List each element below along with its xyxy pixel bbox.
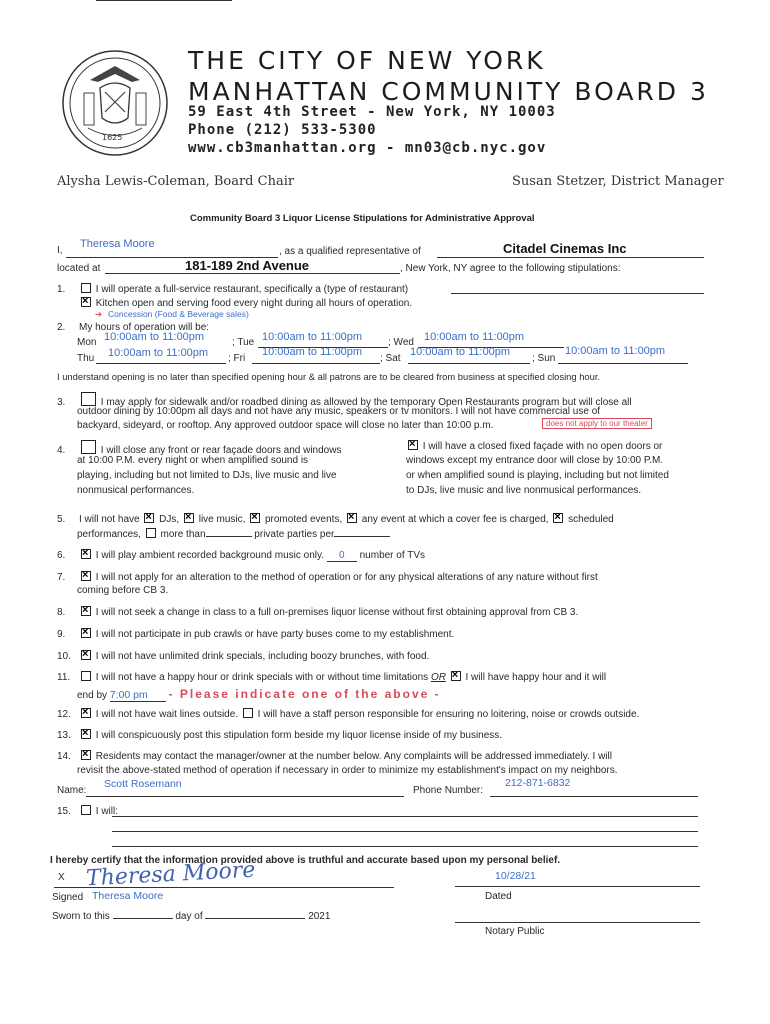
hours-thu: 10:00am to 11:00pm [108,347,209,359]
indicate-warning: - Please indicate one of the above - [168,687,441,701]
item-4b: × I will have a closed fixed façade with no open doors or [406,440,662,452]
item-7-line2: coming before CB 3. [77,585,169,596]
hours-fri-label: ; Fri [228,353,246,364]
business-name: Citadel Cinemas Inc [503,241,627,256]
document-title: Community Board 3 Liquor License Stipulations for Administrative Approval [190,213,535,224]
happy-hour-end-time: 7:00 pm [109,689,148,701]
item-2: 2. My hours of operation will be: [57,322,210,333]
checkbox-item-11-no-happy-hour[interactable] [81,671,91,681]
contact-name-label: Name: [57,785,87,796]
hours-wed: 10:00am to 11:00pm [424,331,525,343]
contact-phone-label: Phone Number: [413,785,484,796]
item-11: 11. I will not have a happy hour or drink specials with or without time limitations OR × I will have happy hour and it will [57,671,606,683]
contact-phone: 212-871-6832 [505,777,571,789]
checkbox-item-15[interactable] [81,805,91,815]
hours-tue-label: ; Tue [232,337,255,348]
checkbox-item-4b[interactable] [408,440,418,450]
checkbox-item-4a[interactable] [81,440,96,454]
item-4a-line2: at 10:00 P.M. every night or when amplified sound is [77,455,309,466]
certification-statement: I hereby certify that the information provided above is truthful and accurate based upon my personal belief. [50,855,561,866]
item-8: 8.× I will not seek a change in class to a full on-premises liquor license without first obtaining approval from CB 3. [57,606,578,618]
hours-sun-label: ; Sun [532,353,556,364]
checkbox-item-10[interactable] [81,650,91,660]
hours-mon: 10:00am to 11:00pm [104,331,205,343]
item-10: 10.× I will not have unlimited drink specials, including boozy brunches, with food. [57,650,429,662]
located-label: located at [57,263,101,274]
item-3: 3. I may apply for sidewalk and/or roadbed dining as allowed by the temporary Open Restaurants program but will close all [57,392,632,408]
signed-label: Signed [52,892,84,903]
checkbox-item-1-sub[interactable] [81,297,91,307]
item-13: 13.× I will conspicuously post this stipulation form beside my liquor license inside of my business. [57,729,502,741]
item-4a: 4. I will close any front or rear façade doors and windows [57,440,341,456]
notary-public-label: Notary Public [485,926,545,937]
understand-statement: I understand opening is no later than specified opening hour & all patrons are to be cleared from business at specified closing hour. [57,371,601,382]
checkbox-item-3[interactable] [81,392,96,406]
item-14-line2: revisit the above-stated method of operation if necessary in order to minimize my establishment's impact on my neighbors. [77,765,618,776]
business-address: 181-189 2nd Avenue [185,258,310,273]
checkbox-item-12-staff[interactable] [243,708,253,718]
hours-thu-label: Thu [77,353,95,364]
header-address: 59 East 4th Street - New York, NY 10003 [188,104,556,120]
district-manager: Susan Stetzer, District Manager [512,174,724,189]
hours-sat: 10:00am to 11:00pm [410,346,511,358]
hours-sun: 10:00am to 11:00pm [565,345,666,357]
checkbox-scheduled[interactable] [553,513,563,523]
hours-fri: 10:00am to 11:00pm [262,346,363,358]
item-11-line2: end by 7:00 pm - Please indicate one of the above - [77,687,441,701]
city-seal-logo [60,48,170,158]
handwritten-signature: Theresa Moore [85,857,256,892]
signer-name: Theresa Moore [92,890,164,902]
hours-wed-label: ; Wed [388,337,414,348]
item-4a-line3: playing, including but not limited to DJs, live music and live [77,470,337,481]
signature-x-mark: X [58,872,65,883]
contact-name: Scott Rosemann [104,778,182,790]
checkbox-item-12-no-lines[interactable] [81,708,91,718]
item-5-line2: performances, more than private parties per [77,528,390,540]
header-web: www.cb3manhattan.org - mn03@cb.nyc.gov [188,140,547,156]
arrow-icon: ➔ [95,309,103,319]
item-3-line2: outdoor dining by 10:00pm all days and not have any music, speakers or tv monitors. I will not have commercial use of [77,406,601,417]
item-3-line3: backyard, sideyard, or rooftop. Any approved outdoor space will close no later than 10:00 p.m. [77,420,494,431]
item-3-note: does not apply to our theater [542,418,652,429]
item-1: 1. I will operate a full-service restaurant, specifically a (type of restaurant) [57,284,409,295]
item-4b-line2: windows except my entrance door will close by 10:00 P.M. [406,455,664,466]
checkbox-item-1[interactable] [81,283,91,293]
hours-mon-label: Mon [77,337,97,348]
item-4b-line3: or when amplified sound is playing, including but not limited [406,470,669,481]
item-5: 5. I will not have × DJs, × live music, × promoted events, × any event at which a cover fee is charged, × scheduled [57,513,614,525]
intro-i-label: I, [57,245,63,256]
header-phone: Phone (212) 533-5300 [188,122,377,138]
checkbox-djs[interactable] [144,513,154,523]
intro-as-rep: , as a qualified representative of [279,246,421,257]
checkbox-live-music[interactable] [184,513,194,523]
item-1-sub: × Kitchen open and serving food every night during all hours of operation. [79,297,412,309]
item-4a-line4: nonmusical performances. [77,485,195,496]
item-6: 6.× I will play ambient recorded background music only. 0 number of TVs [57,549,425,562]
item-7: 7.× I will not apply for an alteration to the method of operation or for any physical alterations of any nature without first [57,571,598,583]
signature-date: 10/28/21 [495,870,536,882]
checkbox-item-13[interactable] [81,729,91,739]
intro-agree: , New York, NY agree to the following stipulations: [400,263,621,274]
representative-name: Theresa Moore [80,238,155,250]
checkbox-item-14[interactable] [81,750,91,760]
item-15: 15. I will: [57,806,119,817]
checkbox-item-6[interactable] [81,549,91,559]
header-title-line2: MANHATTAN COMMUNITY BOARD 3 [188,77,709,106]
checkbox-item-9[interactable] [81,628,91,638]
checkbox-item-11-happy-hour[interactable] [451,671,461,681]
checkbox-private-parties[interactable] [146,528,156,538]
item-12: 12.× I will not have wait lines outside. I will have a staff person responsible for ensuring no loitering, noise or crowds outside. [57,708,639,720]
sworn-line: Sworn to this day of 2021 [52,911,331,922]
checkbox-cover-fee[interactable] [347,513,357,523]
dated-label: Dated [485,891,512,902]
tv-count: 0 [339,550,345,561]
seal-year: 1625 [102,133,123,142]
item-9: 9.× I will not participate in pub crawls or have party buses come to my establishment. [57,628,454,640]
item-1-note: Concession (Food & Beverage sales) [108,309,249,319]
checkbox-item-7[interactable] [81,571,91,581]
checkbox-promoted-events[interactable] [250,513,260,523]
item-4b-line4: to DJs, live music and live nonmusical performances. [406,485,642,496]
hours-tue: 10:00am to 11:00pm [262,331,363,343]
hours-sat-label: ; Sat [380,353,401,364]
item-14: 14.× Residents may contact the manager/owner at the number below. Any complaints will be addressed immediately. I will [57,750,612,762]
checkbox-item-8[interactable] [81,606,91,616]
board-chair: Alysha Lewis-Coleman, Board Chair [57,174,295,189]
header-title-line1: THE CITY OF NEW YORK [188,46,546,75]
